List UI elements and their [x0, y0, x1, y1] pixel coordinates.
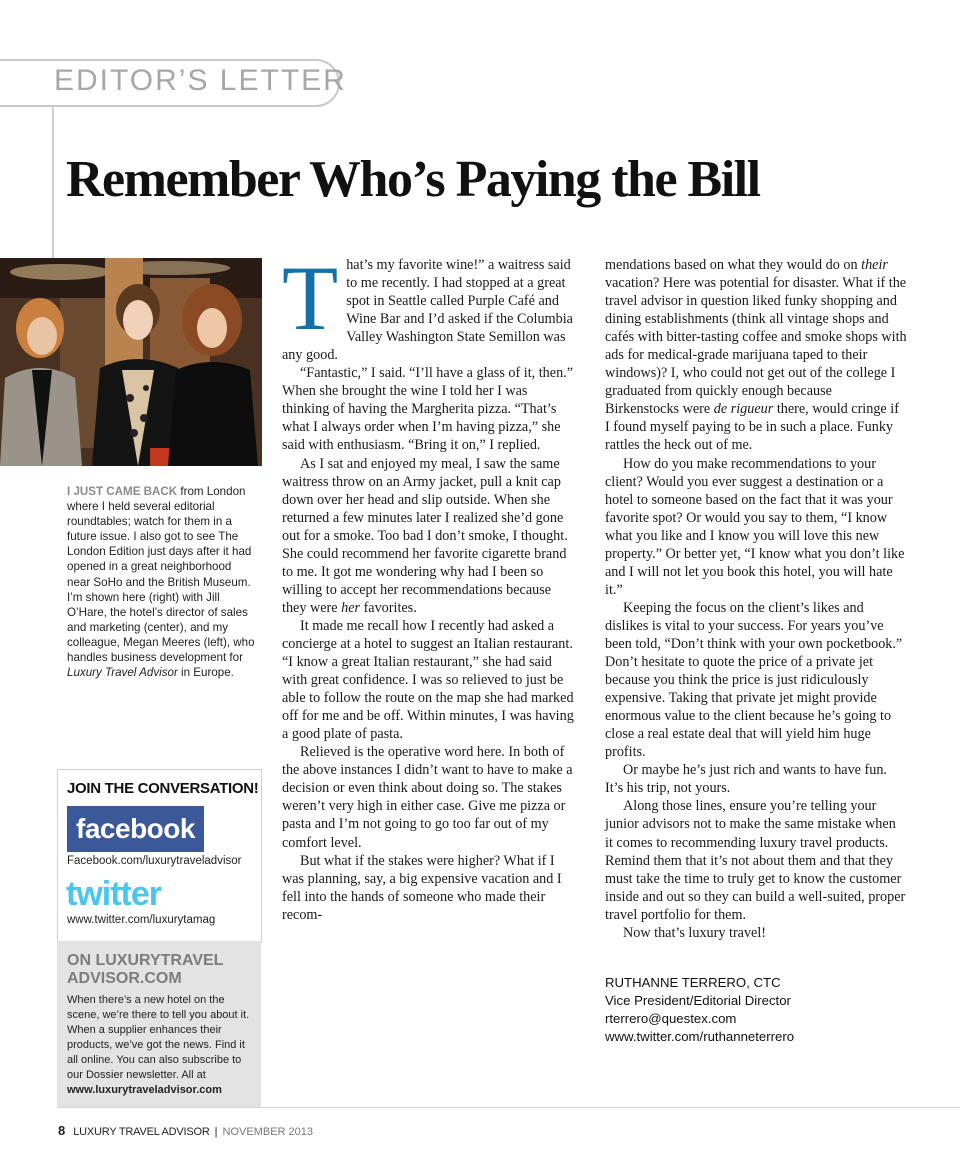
- paragraph: [282, 455, 578, 617]
- paragraph: Or maybe he’s just rich and wants to have fun. It’s his trip, not yours.: [605, 762, 887, 797]
- facebook-link[interactable]: Facebook.com/luxurytraveladvisor: [67, 855, 242, 867]
- publication-name: LUXURY TRAVEL ADVISOR: [73, 1126, 210, 1138]
- paragraph-text: mendations based on what they would do on: [605, 257, 862, 273]
- caption-text: from London where I held several editorial roundtables; watch for them in a future issue. I also got to see The London Edition just days after it had opened in a great neighborhood near SoHo and the British Museum. I’m shown here (right) with Jill O’Hare, the hotel’s director of sales and marketing (center), and my colleague, Megan Meeres (left), who handles business development for: [67, 485, 255, 665]
- paragraph: It made me recall how I recently had asked a concierge at a hotel to suggest an Italian restaurant. “I know a great Italian restaurant,” she had said with great confidence. I was so relieved to just be able to follow the route on the map she had marked off for me and be off. Within minutes, I was having a good plate of pasta.: [282, 617, 574, 743]
- editor-photo: [0, 258, 262, 466]
- online-title: ON LUXURYTRAVEL ADVISOR.COM: [67, 952, 224, 987]
- signature-twitter[interactable]: www.twitter.com/ruthanneterrero: [605, 1029, 795, 1044]
- caption-lead: I JUST CAME BACK: [67, 485, 178, 498]
- signature-name: RUTHANNE TERRERO, CTC: [605, 975, 781, 990]
- headline: Remember Who’s Paying the Bill: [66, 151, 760, 208]
- paragraph-italic: their: [861, 257, 888, 273]
- footer-rule: [57, 1107, 960, 1108]
- paragraph: “Fantastic,” I said. “I’ll have a glass of it, then.” When she brought the wine I told her I was thinking of having the Margherita pizza. “That’s what I always order when I’m having pizza,” she said with enthusiasm. “Bring it on,” I replied.: [282, 365, 574, 454]
- photo-caption: [67, 484, 257, 680]
- paragraph-italic: her: [341, 599, 361, 616]
- twitter-logo[interactable]: twitter: [66, 875, 161, 913]
- paragraph: Keeping the focus on the client’s likes and dislikes is vital to your success. For years you’ve been told, “Don’t think with your own pocketbook.” Don’t hesitate to quote the price of a private jet because you think the price is just ridiculously expensive. Taking that private jet might provide enormous value to the client because he’s going to close a real estate deal that will yield him huge profits.: [605, 599, 903, 761]
- issue-date: NOVEMBER 2013: [222, 1126, 313, 1138]
- facebook-logo[interactable]: facebook: [67, 806, 204, 852]
- online-body: When there’s a new hotel on the scene, we’re there to tell you about it. When a supplier enhances their products, we’ve got the news. Find it all online. You can also subscribe to our Dossier newsletter. All at: [67, 994, 250, 1081]
- online-link[interactable]: www.luxurytraveladvisor.com: [67, 1084, 222, 1096]
- article-column-1: [282, 247, 578, 924]
- paragraph: [605, 256, 907, 455]
- paragraph: Now that’s luxury travel!: [623, 924, 767, 941]
- footer-separator: |: [214, 1126, 218, 1138]
- paragraph: How do you make recommendations to your client? Would you ever suggest a destination or a hotel to someone based on the fact that it was your favorite spot? Or would you say to them, “I know what you like and I know you will love this new property.” Or better yet, “I know what you don’t like and I will not let you book this hotel, you will hate it.”: [605, 455, 905, 598]
- paragraph: [282, 247, 578, 364]
- signature-email[interactable]: rterrero@questex.com: [605, 1011, 737, 1026]
- article-column-2: [605, 256, 907, 942]
- twitter-link[interactable]: www.twitter.com/luxurytamag: [67, 914, 216, 926]
- paragraph: Relieved is the operative word here. In both of the above instances I didn’t want to have to make a decision or even think about doing so. The stakes weren’t very high in either case. Give me pizza or pasta and I’m not going to go too far out of my comfort level.: [282, 744, 573, 851]
- page-number: 8: [58, 1123, 66, 1138]
- join-title: JOIN THE CONVERSATION!: [67, 780, 259, 797]
- paragraph-text: hat’s my favorite wine!” a waitress said to me recently. I had stopped at a great spot in Seattle called Purple Café and Wine Bar and I’d asked if the Columbia Valley Washington State Semillon was any good.: [282, 257, 573, 364]
- paragraph-text: there, would cringe if I found myself paying to be in such a place. Funky rattles the heck out of me.: [605, 401, 899, 454]
- photo-illustration: [0, 258, 262, 466]
- section-label: EDITOR’S LETTER: [54, 64, 347, 97]
- footer: [58, 1123, 313, 1138]
- dropcap: T: [282, 247, 339, 349]
- signature-title: Vice President/Editorial Director: [605, 993, 791, 1008]
- section-rule: [52, 107, 54, 259]
- paragraph-text: As I sat and enjoyed my meal, I saw the same waitress throw on an Army jacket, pull a knit cap down over her head and slip outside. When she returned a few minutes later I realized she’d gone out for a smoke. Too bad I don’t smoke, I thought. She could recommend her favorite cigarette brand to me. It got me wondering why had I been so willing to accept her recommendations because they were: [282, 455, 568, 616]
- paragraph: Along those lines, ensure you’re telling your junior advisors not to make the same mistake when it comes to recommending luxury travel products. Remind them that it’s not about them and that they must take the time to truly get to know the customer inside and out so they can build a well-suited, proper travel portfolio for them.: [605, 798, 906, 923]
- signature: [605, 974, 794, 1046]
- caption-italic: Luxury Travel Advisor: [67, 666, 178, 680]
- paragraph: But what if the stakes were higher? What if I was planning, say, a big expensive vacation and I fell into the hands of someone who made their recom-: [282, 852, 562, 923]
- paragraph-text: favorites.: [360, 599, 417, 616]
- paragraph-text: vacation? Here was potential for disaster. What if the travel advisor in question liked funky shopping and dining establishments (think all vintage shops and cafés with bitter-tasting coffee and smoke shops with ads for medical-grade marijuana taped to their windows)? I, who could not get out of the college I graduated from quickly enough because Birkenstocks were: [605, 275, 907, 418]
- paragraph-italic: de rigueur: [713, 401, 774, 418]
- caption-tail: in Europe.: [177, 666, 234, 680]
- online-text: [67, 993, 257, 1098]
